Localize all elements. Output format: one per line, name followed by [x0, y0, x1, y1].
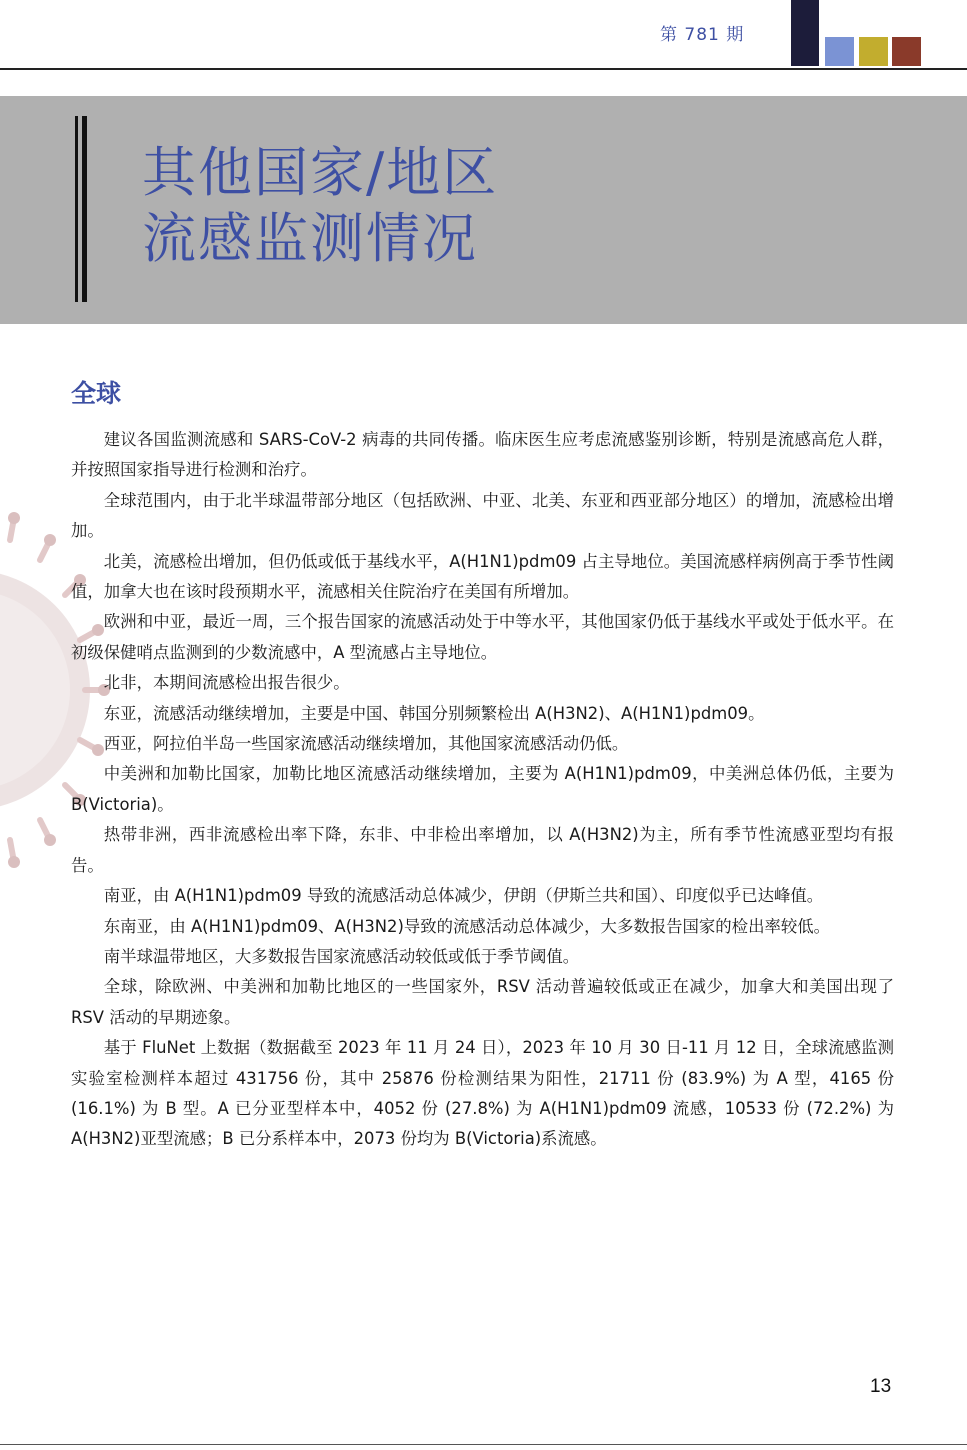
- section-heading: 全球: [71, 379, 122, 408]
- paragraph: 全球，除欧洲、中美洲和加勒比地区的一些国家外，RSV 活动普遍较低或正在减少，加拿大和美国出现了 RSV 活动的早期迹象。: [71, 977, 894, 1027]
- issue-number: 第 781 期: [660, 25, 745, 45]
- paragraph: 基于 FluNet 上数据（数据截至 2023 年 11 月 24 日），2023 年 10 月 30 日-11 月 12 日，全球流感监测实验室检测样本超过 431756 份，其中 25876 份检测结果为阳性，21711 份 (83.9%) 为 A 型，4165 份 (16.1%) 为 B 型。A 已分亚型样本中，4052 份 (27.8%) 为 A(H1N1)pdm09 流感，10533 份 (72.2%) 为 A(H3N2)亚型流感；B 已分系样本中，2073 份均为 B(Victoria)系流感。: [71, 1038, 894, 1149]
- page-title-line2: 流感监测情况: [142, 207, 478, 270]
- paragraph: 南半球温带地区，大多数报告国家流感活动较低或低于季节阈值。: [103, 946, 580, 966]
- banner-bar-thin: [75, 116, 78, 302]
- page-title-line1: 其他国家/地区: [142, 141, 499, 204]
- brown-block: [892, 37, 921, 66]
- olive-block: [859, 37, 888, 66]
- banner-bar-thick: [82, 116, 87, 302]
- footer-rule: [0, 1444, 967, 1445]
- paragraph: 中美洲和加勒比国家，加勒比地区流感活动继续增加，主要为 A(H1N1)pdm09，中美洲总体仍低，主要为 B(Victoria)。: [71, 764, 894, 814]
- blue-block: [825, 37, 854, 66]
- paragraph: 全球范围内，由于北半球温带部分地区（包括欧洲、中亚、北美、东亚和西亚部分地区）的增加，流感检出增加。: [71, 490, 894, 541]
- title-banner: [0, 96, 967, 324]
- paragraph: 建议各国监测流感和 SARS-CoV-2 病毒的共同传播。临床医生应考虑流感鉴别诊断，特别是流感高危人群，并按照国家指导进行检测和治疗。: [71, 430, 894, 480]
- header-rule: [0, 68, 967, 70]
- page-number: 13: [870, 1376, 892, 1397]
- paragraph: 热带非洲，西非流感检出率下降，东非、中非检出率增加，以 A(H3N2)为主，所有季节性流感亚型均有报告。: [71, 825, 894, 875]
- paragraph: 东南亚，由 A(H1N1)pdm09、A(H3N2)导致的流感活动总体减少，大多数报告国家的检出率较低。: [103, 916, 831, 936]
- paragraph: 西亚，阿拉伯半岛一些国家流感活动继续增加，其他国家流感活动仍低。: [103, 734, 629, 754]
- paragraph: 南亚，由 A(H1N1)pdm09 导致的流感活动总体减少，伊朗（伊斯兰共和国）、印度似乎已达峰值。: [103, 886, 824, 906]
- header-color-blocks: [0, 0, 967, 70]
- navy-block: [791, 0, 819, 66]
- paragraph: 北非，本期间流感检出报告很少。: [103, 673, 350, 693]
- body-text: [71, 425, 894, 1155]
- page-title: [142, 140, 498, 272]
- paragraph: 北美，流感检出增加，但仍低或低于基线水平，A(H1N1)pdm09 占主导地位。美国流感样病例高于季节性阈值，加拿大也在该时段预期水平，流感相关住院治疗在美国有所增加。: [71, 551, 894, 602]
- paragraph: 欧洲和中亚，最近一周，三个报告国家的流感活动处于中等水平，其他国家仍低于基线水平或处于低水平。在初级保健哨点监测到的少数流感中，A 型流感占主导地位。: [71, 612, 894, 662]
- paragraph: 东亚，流感活动继续增加，主要是中国、韩国分别频繁检出 A(H3N2)、A(H1N1)pdm09。: [103, 703, 765, 723]
